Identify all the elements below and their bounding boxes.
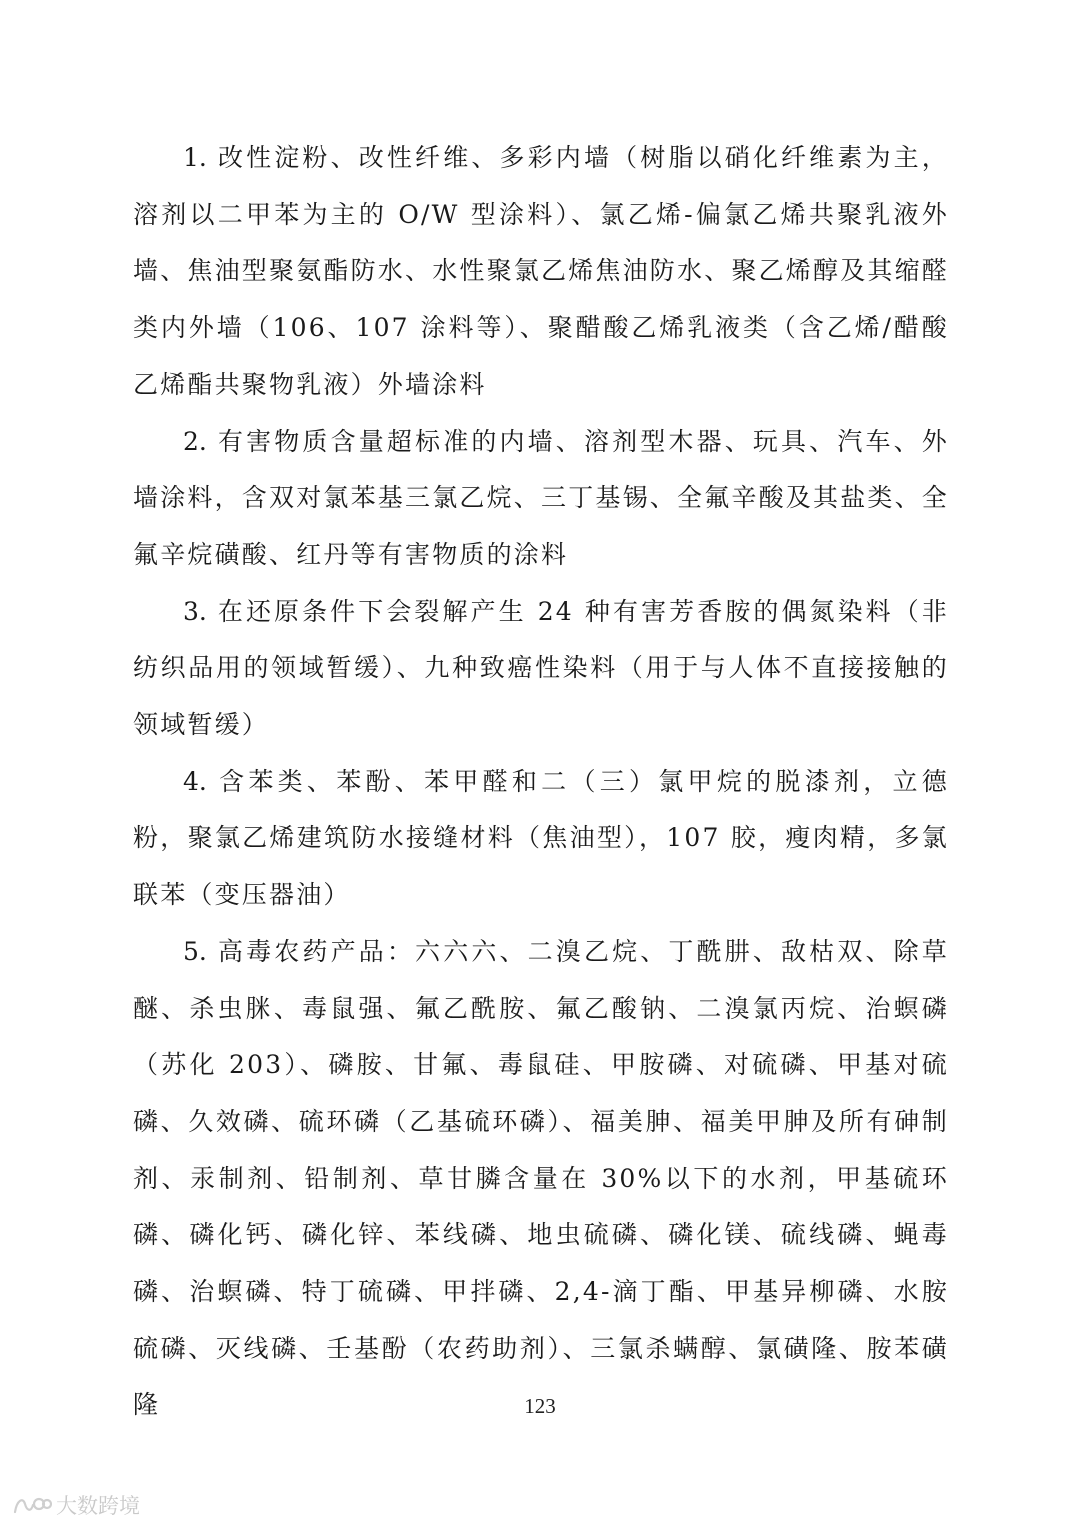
item-number: 2. <box>183 426 207 456</box>
item-text: 有害物质含量超标准的内墙、溶剂型木器、玩具、汽车、外墙涂料，含双对氯苯基三氯乙烷、三丁基锡、全氟辛酸及其盐类、全氟辛烷磺酸、红丹等有害物质的涂料 <box>133 426 950 569</box>
list-item-1 <box>133 130 949 414</box>
watermark <box>12 1490 140 1520</box>
item-number: 5. <box>183 936 207 966</box>
watermark-text: 大数跨境 <box>56 1494 140 1518</box>
page-number: 123 <box>524 1394 556 1418</box>
list-item-4 <box>133 754 949 924</box>
item-text: 在还原条件下会裂解产生 24 种有害芳香胺的偶氮染料（非纺织品用的领域暂缓）、九种致癌性染料（用于与人体不直接接触的领域暂缓） <box>133 596 949 740</box>
item-text: 含苯类、苯酚、苯甲醛和二（三）氯甲烷的脱漆剂，立德粉，聚氯乙烯建筑防水接缝材料（焦油型），107 胶，瘦肉精，多氯联苯（变压器油） <box>133 766 949 910</box>
item-text: 改性淀粉、改性纤维、多彩内墙（树脂以硝化纤维素为主，溶剂以二甲苯为主的 O/W 型涂料）、氯乙烯-偏氯乙烯共聚乳液外墙、焦油型聚氨酯防水、水性聚氯乙烯焦油防水、聚乙烯醇及其缩醛类内外墙（106、107 涂料等）、聚醋酸乙烯乳液类（含乙烯/醋酸乙烯酯共聚物乳液）外墙涂料 <box>133 143 950 399</box>
list-item-5 <box>133 924 949 1434</box>
item-text: 高毒农药产品：六六六、二溴乙烷、丁酰肼、敌枯双、除草醚、杀虫脒、毒鼠强、氟乙酰胺、氟乙酸钠、二溴氯丙烷、治螟磷（苏化 203）、磷胺、甘氟、毒鼠硅、甲胺磷、对硫磷、甲基对硫磷、久效磷、硫环磷（乙基硫环磷）、福美胂、福美甲胂及所有砷制剂、汞制剂、铅制剂、草甘膦含量在 30%以下的水剂，甲基硫环磷、磷化钙、磷化锌、苯线磷、地虫硫磷、磷化镁、硫线磷、蝇毒磷、治螟磷、特丁硫磷、甲拌磷、2,4-滴丁酯、甲基异柳磷、水胺硫磷、灭线磷、壬基酚（农药助剂）、三氯杀螨醇、氯磺隆、胺苯磺隆 <box>133 936 949 1420</box>
document-body <box>133 130 949 1434</box>
list-item-2 <box>133 414 949 584</box>
list-item-3 <box>133 584 949 754</box>
item-number: 1. <box>183 143 207 172</box>
item-number: 4. <box>183 766 207 796</box>
brand-logo-icon <box>12 1492 52 1518</box>
item-number: 3. <box>183 596 207 626</box>
